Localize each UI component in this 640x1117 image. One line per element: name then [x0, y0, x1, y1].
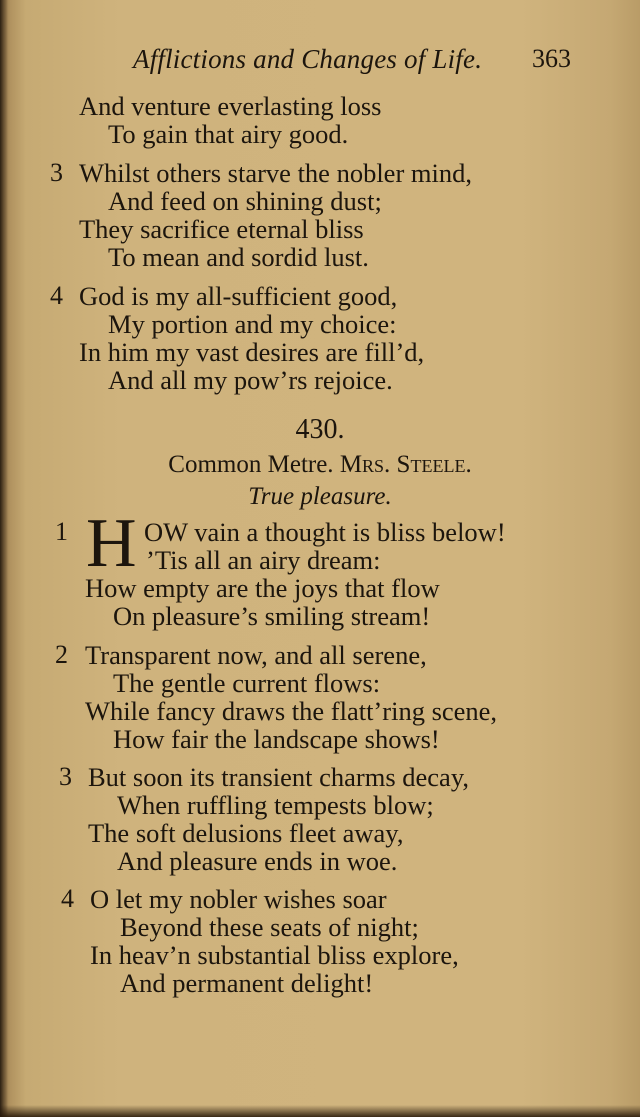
verse-line: They sacrifice eternal bliss: [79, 214, 364, 244]
verse-line: OW vain a thought is bliss below!: [144, 517, 506, 547]
page-number: 363: [532, 44, 571, 73]
verse-line: While fancy draws the flatt’ring scene,: [85, 696, 498, 726]
verse-line: In heav’n substantial bliss explore,: [90, 940, 459, 970]
verse-line: Beyond these seats of night;: [120, 912, 419, 942]
hymn-author: Mrs. Steele.: [339, 451, 472, 478]
stanza-number: 4: [50, 281, 63, 310]
verse-line: And permanent delight!: [120, 968, 374, 998]
verse-line: The gentle current flows:: [113, 668, 381, 698]
verse-line: O let my nobler wishes soar: [90, 884, 387, 914]
verse-line: My portion and my choice:: [108, 309, 397, 339]
meter-name: Common Metre.: [168, 451, 334, 478]
verse-line: How empty are the joys that flow: [85, 573, 440, 603]
verse-line: But soon its transient charms decay,: [88, 762, 469, 792]
verse-line: And feed on shining dust;: [108, 186, 382, 216]
stanza-number: 3: [59, 762, 72, 791]
verse-line: And all my pow’rs rejoice.: [108, 365, 393, 395]
verse-line: And venture everlasting loss: [79, 91, 382, 121]
verse-line: To gain that airy good.: [108, 119, 349, 149]
verse-line: Whilst others starve the nobler mind,: [79, 158, 472, 188]
verse-line: The soft delusions fleet away,: [88, 818, 404, 848]
verse-line: In him my vast desires are fill’d,: [79, 337, 425, 367]
stanza-number: 2: [55, 640, 68, 669]
verse-line: On pleasure’s smiling stream!: [113, 601, 431, 631]
verse-line: God is my all-sufficient good,: [79, 281, 398, 311]
hymn-meter-line: [0, 449, 640, 481]
verse-line: When ruffling tempests blow;: [117, 790, 434, 820]
hymn-number: 430.: [295, 414, 345, 445]
stanza-number: 1: [55, 517, 68, 546]
verse-line: ’Tis all an airy dream:: [146, 545, 381, 575]
hymn-subtitle: True pleasure.: [248, 483, 392, 510]
stanza-number: 4: [61, 884, 74, 913]
verse-line: To mean and sordid lust.: [108, 242, 369, 272]
drop-cap: H: [86, 505, 137, 582]
verse-line: And pleasure ends in woe.: [117, 846, 398, 876]
running-head: Afflictions and Changes of Life.: [133, 44, 483, 74]
verse-line: Transparent now, and all serene,: [85, 640, 427, 670]
verse-line: How fair the landscape shows!: [113, 724, 440, 754]
stanza-number: 3: [50, 158, 63, 187]
